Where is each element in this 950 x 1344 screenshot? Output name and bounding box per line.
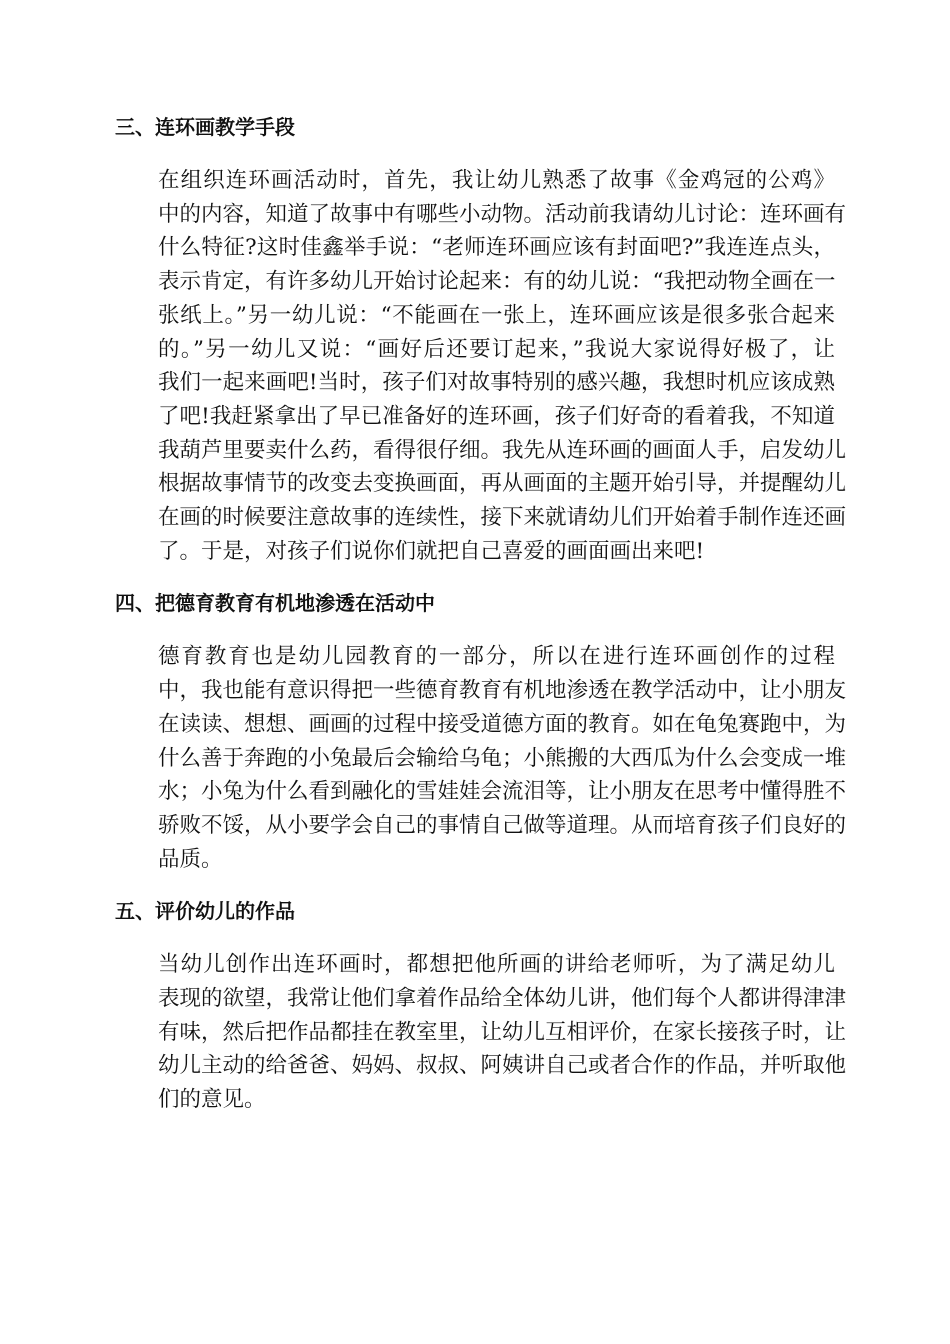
paragraph-line: 的。”另一幼儿又说：“画好后还要订起来，”我说大家说得好极了，让 [158, 336, 835, 362]
paragraph-line: 骄败不馁，从小要学会自己的事情自己做等道理。从而培育孩子们良好的 [158, 812, 847, 838]
paragraph-line: 在读读、想想、画画的过程中接受道德方面的教育。如在龟兔赛跑中，为 [158, 711, 847, 737]
paragraph-line: 什么善于奔跑的小兔最后会输给乌龟；小熊搬的大西瓜为什么会变成一堆 [158, 745, 847, 771]
paragraph-line: 在组织连环画活动时，首先，我让幼儿熟悉了故事《金鸡冠的公鸡》 [158, 168, 835, 193]
paragraph-line: 品质。 [158, 846, 223, 872]
paragraph-line: 根据故事情节的改变去变换画面，再从画面的主题开始引导，并提醒幼儿 [158, 471, 847, 497]
section-heading-4: 四、把德育教育有机地渗透在活动中 [115, 591, 435, 616]
paragraph-line: 了。于是，对孩子们说你们就把自己喜爱的画面画出来吧! [158, 538, 705, 564]
paragraph-line: 什么特征?这时佳鑫举手说：“老师连环画应该有封面吧?”我连连点头， [158, 235, 835, 261]
paragraph-line: 们的意见。 [158, 1087, 266, 1113]
section-paragraph-4 [115, 640, 847, 876]
paragraph-line: 我们一起来画吧!当时，孩子们对故事特别的感兴趣，我想时机应该成熟 [158, 370, 835, 396]
paragraph-line: 表示肯定，有许多幼儿开始讨论起来：有的幼儿说：“我把动物全画在一 [158, 269, 836, 295]
paragraph-line: 了吧!我赶紧拿出了早已准备好的连环画，孩子们好奇的看着我，不知道 [158, 403, 835, 429]
paragraph-line: 幼儿主动的给爸爸、妈妈、叔叔、阿姨讲自己或者合作的作品，并听取他 [158, 1053, 847, 1079]
section-heading-3: 三、连环画教学手段 [115, 115, 295, 139]
paragraph-line: 德育教育也是幼儿园教育的一部分，所以在进行连环画创作的过程 [158, 644, 835, 670]
paragraph-line: 有味，然后把作品都挂在教室里，让幼儿互相评价，在家长接孩子时，让 [158, 1019, 847, 1045]
paragraph-line: 当幼儿创作出连环画时，都想把他所画的讲给老师听，为了满足幼儿 [158, 952, 835, 978]
section-paragraph-3 [115, 164, 847, 568]
section-heading-5: 五、评价幼儿的作品 [115, 899, 295, 924]
document-body [115, 110, 847, 1135]
paragraph-line: 水；小兔为什么看到融化的雪娃娃会流泪等，让小朋友在思考中懂得胜不 [158, 779, 847, 805]
paragraph-line: 表现的欲望，我常让他们拿着作品给全体幼儿讲，他们每个人都讲得津津 [158, 986, 847, 1012]
paragraph-line: 中的内容，知道了故事中有哪些小动物。活动前我请幼儿讨论：连环画有 [158, 201, 847, 227]
paragraph-line: 在画的时候要注意故事的连续性，接下来就请幼儿们开始着手制作连还画 [158, 505, 847, 531]
paragraph-line: 我葫芦里要卖什么药，看得很仔细。我先从连环画的画面人手，启发幼儿 [158, 437, 847, 463]
paragraph-line: 张纸上。”另一幼儿说：“不能画在一张上，连环画应该是很多张合起来 [158, 302, 835, 328]
paragraph-line: 中，我也能有意识得把一些德育教育有机地渗透在教学活动中，让小朋友 [158, 678, 847, 704]
section-paragraph-5 [115, 948, 847, 1117]
